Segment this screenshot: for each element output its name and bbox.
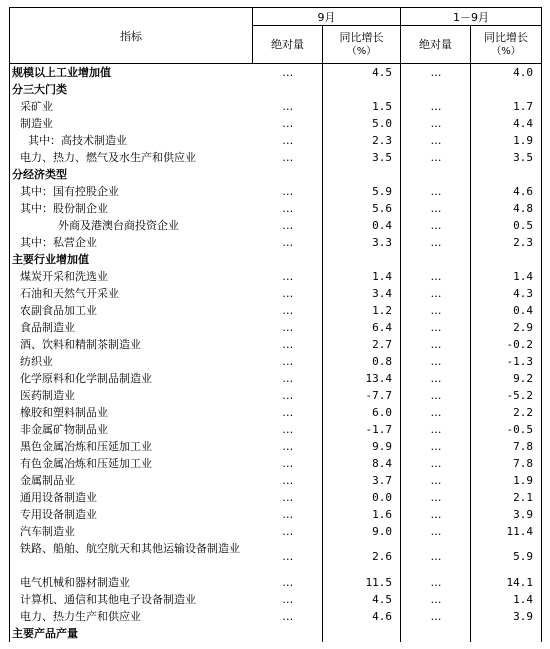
- abs-month: …: [253, 404, 323, 421]
- row-label: 其中：股份制企业: [10, 200, 253, 217]
- yoy-month: 0.4: [323, 217, 401, 234]
- table-row: [10, 523, 542, 540]
- abs-month: …: [253, 387, 323, 404]
- yoy-ytd: 4.8: [471, 200, 542, 217]
- row-label: 电力、热力、燃气及水生产和供应业: [10, 149, 253, 166]
- row-label: 采矿业: [10, 98, 253, 115]
- table-row: [10, 200, 542, 217]
- yoy-ytd: 11.4: [471, 523, 542, 540]
- abs-month: [253, 81, 323, 98]
- yoy-ytd-line1: 同比增长: [484, 30, 528, 44]
- table-row: [10, 217, 542, 234]
- absolute-ytd-header: 绝对量: [401, 26, 471, 64]
- abs-ytd: …: [401, 489, 471, 506]
- abs-ytd: …: [401, 472, 471, 489]
- yoy-month: 11.5: [323, 574, 401, 591]
- yoy-month: 6.4: [323, 319, 401, 336]
- abs-ytd: …: [401, 574, 471, 591]
- yoy-ytd: 1.7: [471, 98, 542, 115]
- table-row: [10, 98, 542, 115]
- yoy-month: -1.7: [323, 421, 401, 438]
- yoy-month-line1: 同比增长: [339, 30, 384, 44]
- yoy-month: 6.0: [323, 404, 401, 421]
- absolute-month-header: 绝对量: [253, 26, 323, 64]
- abs-ytd: …: [401, 455, 471, 472]
- abs-month: …: [253, 336, 323, 353]
- table-row: [10, 540, 542, 574]
- table-row: [10, 489, 542, 506]
- yoy-ytd: 2.2: [471, 404, 542, 421]
- yoy-ytd: [471, 625, 542, 642]
- abs-ytd: …: [401, 149, 471, 166]
- yoy-ytd: 1.9: [471, 132, 542, 149]
- yoy-month: 1.2: [323, 302, 401, 319]
- table-row: [10, 625, 542, 642]
- table-row: [10, 149, 542, 166]
- table-row: [10, 81, 542, 98]
- yoy-month: 3.3: [323, 234, 401, 251]
- abs-month: …: [253, 421, 323, 438]
- yoy-ytd: 1.4: [471, 591, 542, 608]
- yoy-ytd: 3.9: [471, 608, 542, 625]
- yoy-ytd: -5.2: [471, 387, 542, 404]
- yoy-month: 13.4: [323, 370, 401, 387]
- row-label: 分经济类型: [10, 166, 253, 183]
- row-label: 化学原料和化学制品制造业: [10, 370, 253, 387]
- row-label: 纺织业: [10, 353, 253, 370]
- abs-month: …: [253, 319, 323, 336]
- yoy-month: 3.7: [323, 472, 401, 489]
- abs-ytd: …: [401, 506, 471, 523]
- table-row: [10, 591, 542, 608]
- abs-month: …: [253, 64, 323, 81]
- table-body: [10, 64, 542, 642]
- abs-month: [253, 625, 323, 642]
- table-row: [10, 132, 542, 149]
- table-row: [10, 336, 542, 353]
- yoy-ytd: 14.1: [471, 574, 542, 591]
- yoy-month: 0.0: [323, 489, 401, 506]
- yoy-month: 2.3: [323, 132, 401, 149]
- yoy-month: 4.6: [323, 608, 401, 625]
- abs-ytd: …: [401, 387, 471, 404]
- table-row: [10, 166, 542, 183]
- yoy-month-line2: （%）: [346, 45, 377, 57]
- abs-month: …: [253, 285, 323, 302]
- yoy-month: 2.6: [323, 540, 401, 574]
- yoy-ytd-line2: （%）: [491, 45, 521, 57]
- row-label: 煤炭开采和洗选业: [10, 268, 253, 285]
- abs-ytd: …: [401, 302, 471, 319]
- row-label: 食品制造业: [10, 319, 253, 336]
- abs-ytd: …: [401, 285, 471, 302]
- abs-ytd: …: [401, 404, 471, 421]
- row-label: 制造业: [10, 115, 253, 132]
- yoy-ytd: 2.3: [471, 234, 542, 251]
- table-row: [10, 64, 542, 81]
- yoy-month: [323, 251, 401, 268]
- table-row: [10, 574, 542, 591]
- yoy-month: [323, 81, 401, 98]
- row-label: 其中：国有控股企业: [10, 183, 253, 200]
- table-row: [10, 285, 542, 302]
- abs-ytd: …: [401, 98, 471, 115]
- table-row: [10, 387, 542, 404]
- table-row: [10, 438, 542, 455]
- abs-ytd: …: [401, 200, 471, 217]
- table-header: [10, 8, 542, 64]
- row-label: 黑色金属冶炼和压延加工业: [10, 438, 253, 455]
- table-row: [10, 608, 542, 625]
- row-label: 石油和天然气开采业: [10, 285, 253, 302]
- row-label: 铁路、船舶、航空航天和其他运输设备制造业: [10, 540, 253, 574]
- table-row: [10, 234, 542, 251]
- table-row: [10, 421, 542, 438]
- yoy-ytd: 2.1: [471, 489, 542, 506]
- row-label: 医药制造业: [10, 387, 253, 404]
- abs-ytd: …: [401, 438, 471, 455]
- abs-month: …: [253, 472, 323, 489]
- abs-month: …: [253, 540, 323, 574]
- yoy-month: 8.4: [323, 455, 401, 472]
- table-row: [10, 472, 542, 489]
- row-label: 主要产品产量: [10, 625, 253, 642]
- yoy-ytd: 0.4: [471, 302, 542, 319]
- yoy-ytd: 4.6: [471, 183, 542, 200]
- table-row: [10, 183, 542, 200]
- abs-month: [253, 251, 323, 268]
- table-row: [10, 506, 542, 523]
- period-month-header: 9月: [253, 8, 401, 26]
- abs-month: …: [253, 489, 323, 506]
- table-row: [10, 115, 542, 132]
- abs-ytd: [401, 81, 471, 98]
- yoy-month: 0.8: [323, 353, 401, 370]
- row-label: 非金属矿物制品业: [10, 421, 253, 438]
- abs-month: [253, 166, 323, 183]
- yoy-ytd: -0.5: [471, 421, 542, 438]
- yoy-ytd: 9.2: [471, 370, 542, 387]
- abs-ytd: …: [401, 523, 471, 540]
- abs-month: …: [253, 506, 323, 523]
- abs-month: …: [253, 98, 323, 115]
- abs-ytd: …: [401, 421, 471, 438]
- row-label: 电气机械和器材制造业: [10, 574, 253, 591]
- abs-month: …: [253, 132, 323, 149]
- yoy-ytd: 3.5: [471, 149, 542, 166]
- abs-month: …: [253, 217, 323, 234]
- abs-ytd: [401, 166, 471, 183]
- abs-month: …: [253, 183, 323, 200]
- yoy-month: -7.7: [323, 387, 401, 404]
- abs-month: …: [253, 608, 323, 625]
- yoy-ytd: 7.8: [471, 455, 542, 472]
- indicator-header: 指标: [10, 8, 253, 64]
- abs-ytd: …: [401, 591, 471, 608]
- abs-month: …: [253, 370, 323, 387]
- abs-month: …: [253, 353, 323, 370]
- abs-ytd: [401, 251, 471, 268]
- abs-ytd: …: [401, 268, 471, 285]
- yoy-ytd: 4.4: [471, 115, 542, 132]
- period-ytd-header: 1－9月: [401, 8, 542, 26]
- row-label: 其中：私营企业: [10, 234, 253, 251]
- abs-month: …: [253, 115, 323, 132]
- yoy-month: 9.0: [323, 523, 401, 540]
- abs-ytd: …: [401, 217, 471, 234]
- yoy-month: 5.9: [323, 183, 401, 200]
- table-row: [10, 370, 542, 387]
- yoy-month: [323, 166, 401, 183]
- yoy-ytd: 1.4: [471, 268, 542, 285]
- table-row: [10, 404, 542, 421]
- table-row: [10, 319, 542, 336]
- table-row: [10, 455, 542, 472]
- yoy-month: 1.6: [323, 506, 401, 523]
- table-row: [10, 353, 542, 370]
- abs-ytd: [401, 625, 471, 642]
- row-label: 橡胶和塑料制品业: [10, 404, 253, 421]
- abs-ytd: …: [401, 336, 471, 353]
- yoy-ytd: 1.9: [471, 472, 542, 489]
- abs-month: …: [253, 149, 323, 166]
- yoy-ytd: 0.5: [471, 217, 542, 234]
- yoy-month: 3.4: [323, 285, 401, 302]
- abs-ytd: …: [401, 64, 471, 81]
- yoy-month-header: [323, 26, 401, 64]
- yoy-ytd: 4.3: [471, 285, 542, 302]
- yoy-ytd: [471, 251, 542, 268]
- abs-month: …: [253, 455, 323, 472]
- abs-ytd: …: [401, 319, 471, 336]
- yoy-month: [323, 625, 401, 642]
- yoy-month: 3.5: [323, 149, 401, 166]
- abs-ytd: …: [401, 234, 471, 251]
- abs-month: …: [253, 591, 323, 608]
- row-label: 通用设备制造业: [10, 489, 253, 506]
- row-label: 计算机、通信和其他电子设备制造业: [10, 591, 253, 608]
- yoy-ytd: 5.9: [471, 540, 542, 574]
- table-row: [10, 251, 542, 268]
- abs-ytd: …: [401, 132, 471, 149]
- table-row: [10, 302, 542, 319]
- yoy-ytd: [471, 166, 542, 183]
- abs-ytd: …: [401, 540, 471, 574]
- row-label: 规模以上工业增加值: [10, 64, 253, 81]
- abs-ytd: …: [401, 353, 471, 370]
- row-label: 外商及港澳台商投资企业: [10, 217, 253, 234]
- yoy-ytd: 3.9: [471, 506, 542, 523]
- abs-ytd: …: [401, 370, 471, 387]
- abs-ytd: …: [401, 115, 471, 132]
- abs-month: …: [253, 200, 323, 217]
- abs-ytd: …: [401, 608, 471, 625]
- abs-month: …: [253, 574, 323, 591]
- row-label: 酒、饮料和精制茶制造业: [10, 336, 253, 353]
- abs-month: …: [253, 234, 323, 251]
- abs-month: …: [253, 523, 323, 540]
- table-row: [10, 268, 542, 285]
- row-label: 农副食品加工业: [10, 302, 253, 319]
- row-label: 汽车制造业: [10, 523, 253, 540]
- abs-month: …: [253, 302, 323, 319]
- yoy-month: 5.6: [323, 200, 401, 217]
- row-label: 有色金属冶炼和压延加工业: [10, 455, 253, 472]
- yoy-ytd: -0.2: [471, 336, 542, 353]
- yoy-ytd-header: [471, 26, 542, 64]
- row-label: 分三大门类: [10, 81, 253, 98]
- row-label: 金属制品业: [10, 472, 253, 489]
- yoy-month: 5.0: [323, 115, 401, 132]
- yoy-month: 4.5: [323, 64, 401, 81]
- abs-ytd: …: [401, 183, 471, 200]
- row-label: 电力、热力生产和供应业: [10, 608, 253, 625]
- abs-month: …: [253, 438, 323, 455]
- yoy-ytd: 2.9: [471, 319, 542, 336]
- yoy-ytd: 4.0: [471, 64, 542, 81]
- yoy-month: 1.4: [323, 268, 401, 285]
- row-label: 专用设备制造业: [10, 506, 253, 523]
- abs-month: …: [253, 268, 323, 285]
- yoy-ytd: 7.8: [471, 438, 542, 455]
- yoy-month: 2.7: [323, 336, 401, 353]
- yoy-month: 4.5: [323, 591, 401, 608]
- yoy-ytd: -1.3: [471, 353, 542, 370]
- row-label: 其中：高技术制造业: [10, 132, 253, 149]
- row-label: 主要行业增加值: [10, 251, 253, 268]
- yoy-ytd: [471, 81, 542, 98]
- industrial-stats-table: [9, 7, 542, 642]
- yoy-month: 9.9: [323, 438, 401, 455]
- yoy-month: 1.5: [323, 98, 401, 115]
